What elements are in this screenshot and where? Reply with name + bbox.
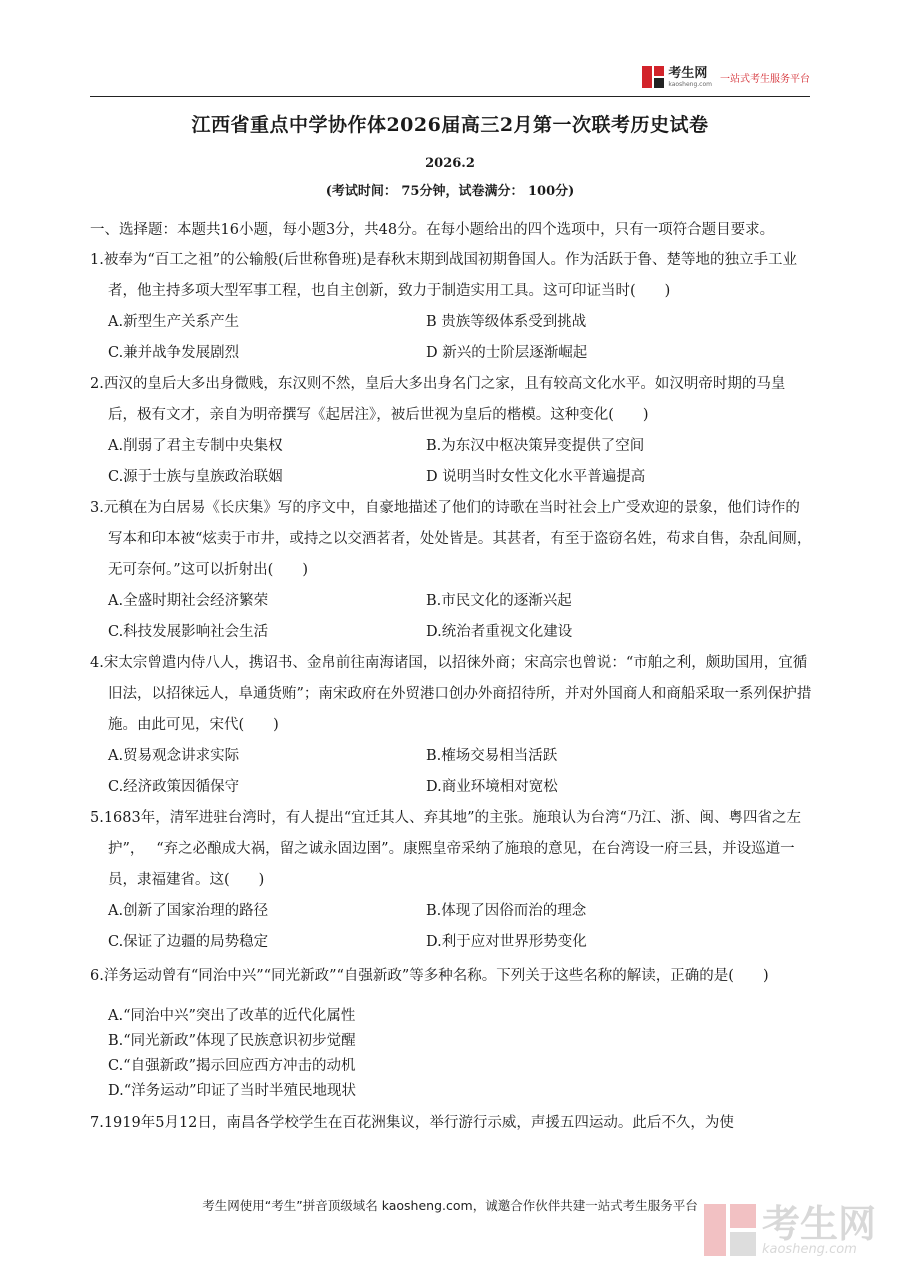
- question-stem: 1.被奉为“百工之祖”的公输般(后世称鲁班)是春秋末期到战国初期鲁国人。作为活跃于鲁、楚等地的独立手工业者，他主持多项大型军事工程，也自主创新，致力于制造实用工具。这可印证当时( ): [90, 252, 797, 299]
- question-6: [90, 964, 812, 1104]
- logo-name: 考生网: [668, 65, 708, 81]
- option-d: D.“洋务运动”印证了当时半殖民地现状: [108, 1082, 357, 1099]
- option-b: B.为东汉中枢决策异变提供了空间: [426, 438, 645, 454]
- option-d: D.统治者重视文化建设: [426, 624, 573, 640]
- option-c: C.科技发展影响社会生活: [108, 624, 269, 640]
- question-4: [90, 648, 812, 803]
- question-stem: 7.1919年5月12日，南昌各学校学生在百花洲集议，举行游行示威，声援五四运动。此后不久，为使: [90, 1114, 734, 1131]
- option-d: D.利于应对世界形势变化: [426, 934, 587, 950]
- logo-domain: kaosheng.com: [668, 80, 712, 88]
- logo-slogan: 一站式考生服务平台: [720, 73, 810, 85]
- option-b: B.体现了因俗而治的理念: [426, 903, 587, 919]
- page-footer: 考生网使用“考生”拼音顶级域名 kaosheng.com，诚邀合作伙伴共建一站式考生服务平台: [202, 1198, 698, 1213]
- option-c: C.保证了边疆的局势稳定: [108, 934, 269, 950]
- watermark-logo-icon: [704, 1204, 756, 1256]
- option-a: A.新型生产关系产生: [108, 314, 240, 330]
- option-a: A.全盛时期社会经济繁荣: [108, 593, 269, 609]
- question-3: [90, 493, 812, 648]
- watermark-name: 考生网: [761, 1201, 876, 1246]
- option-d: D.商业环境相对宽松: [426, 779, 558, 795]
- logo-icon: [642, 66, 664, 88]
- option-b: B.“同光新政”体现了民族意识初步觉醒: [108, 1032, 356, 1049]
- option-b: B.市民文化的逐渐兴起: [426, 593, 572, 609]
- options: [90, 896, 812, 958]
- options: [90, 307, 812, 369]
- option-c: C.源于士族与皇族政治联姻: [108, 469, 283, 485]
- option-a: A.“同治中兴”突出了改革的近代化属性: [108, 1007, 356, 1024]
- options: [90, 1004, 812, 1104]
- watermark-logo: [704, 1201, 876, 1257]
- option-a: A.削弱了君主专制中央集权: [108, 438, 283, 454]
- option-b: B.榷场交易相当活跃: [426, 748, 558, 764]
- question-7: [90, 1108, 812, 1139]
- options: [90, 741, 812, 803]
- question-5: [90, 803, 812, 958]
- question-1: [90, 245, 812, 369]
- question-stem: 6.洋务运动曾有“同治中兴”“同光新政”“自强新政”等多种名称。下列关于这些名称的解读，正确的是( ): [90, 968, 769, 984]
- exam-title: 江西省重点中学协作体2026届高三2月第一次联考历史试卷: [191, 114, 709, 136]
- section-intro: 一、选择题：本题共16小题，每小题3分，共48分。在每小题给出的四个选项中，只有一项符合题目要求。: [90, 222, 775, 238]
- question-stem: 5.1683年，清军进驻台湾时，有人提出“宜迁其人、弃其地”的主张。施琅认为台湾“乃江、浙、闽、粤四省之左护”， “弃之必酿成大祸，留之诚永固边圉”。康熙皇帝采纳了施琅的意见，在台湾设一府三县，并设巡道一员，隶福建省。这( ): [90, 810, 801, 888]
- question-stem: 4.宋太宗曾遣内侍八人，携诏书、金帛前往南海诸国，以招徕外商；宋高宗也曾说：“市舶之利，颇助国用，宜循旧法，以招徕远人，阜通货贿”；南宋政府在外贸港口创办外商招待所，并对外国商人和商船采取一系列保护措施。由此可见，宋代( ): [90, 655, 812, 733]
- option-b: B 贵族等级体系受到挑战: [426, 314, 587, 330]
- question-stem: 3.元稹在为白居易《长庆集》写的序文中，自豪地描述了他们的诗歌在当时社会上广受欢迎的景象，他们诗作的写本和印本被“炫卖于市井，或持之以交酒茗者，处处皆是。其甚者，有至于盗窃名姓，苟求自售，杂乱间厕，无可奈何。”这可以折射出( ): [90, 500, 812, 578]
- page-header: [90, 60, 810, 97]
- question-2: [90, 369, 812, 493]
- option-a: A.贸易观念讲求实际: [108, 748, 240, 764]
- option-a: A.创新了国家治理的路径: [108, 903, 269, 919]
- option-d: D 新兴的士阶层逐渐崛起: [426, 345, 588, 361]
- watermark-domain: kaosheng.com: [761, 1241, 857, 1257]
- option-c: C.经济政策因循保守: [108, 779, 240, 795]
- option-c: C.兼并战争发展剧烈: [108, 345, 240, 361]
- question-stem: 2.西汉的皇后大多出身微贱，东汉则不然，皇后大多出身名门之家，且有较高文化水平。如汉明帝时期的马皇后，极有文才，亲自为明帝撰写《起居注》，被后世视为皇后的楷模。这种变化( ): [90, 376, 786, 423]
- exam-info: (考试时间： 75分钟，试卷满分： 100分): [325, 184, 575, 199]
- options: [90, 431, 812, 493]
- exam-body: [90, 216, 812, 1153]
- option-d: D 说明当时女性文化水平普遍提高: [426, 469, 646, 485]
- site-logo[interactable]: [642, 66, 810, 88]
- options: [90, 586, 812, 648]
- exam-date: 2026.2: [425, 156, 475, 171]
- option-c: C.“自强新政”揭示回应西方冲击的动机: [108, 1057, 356, 1074]
